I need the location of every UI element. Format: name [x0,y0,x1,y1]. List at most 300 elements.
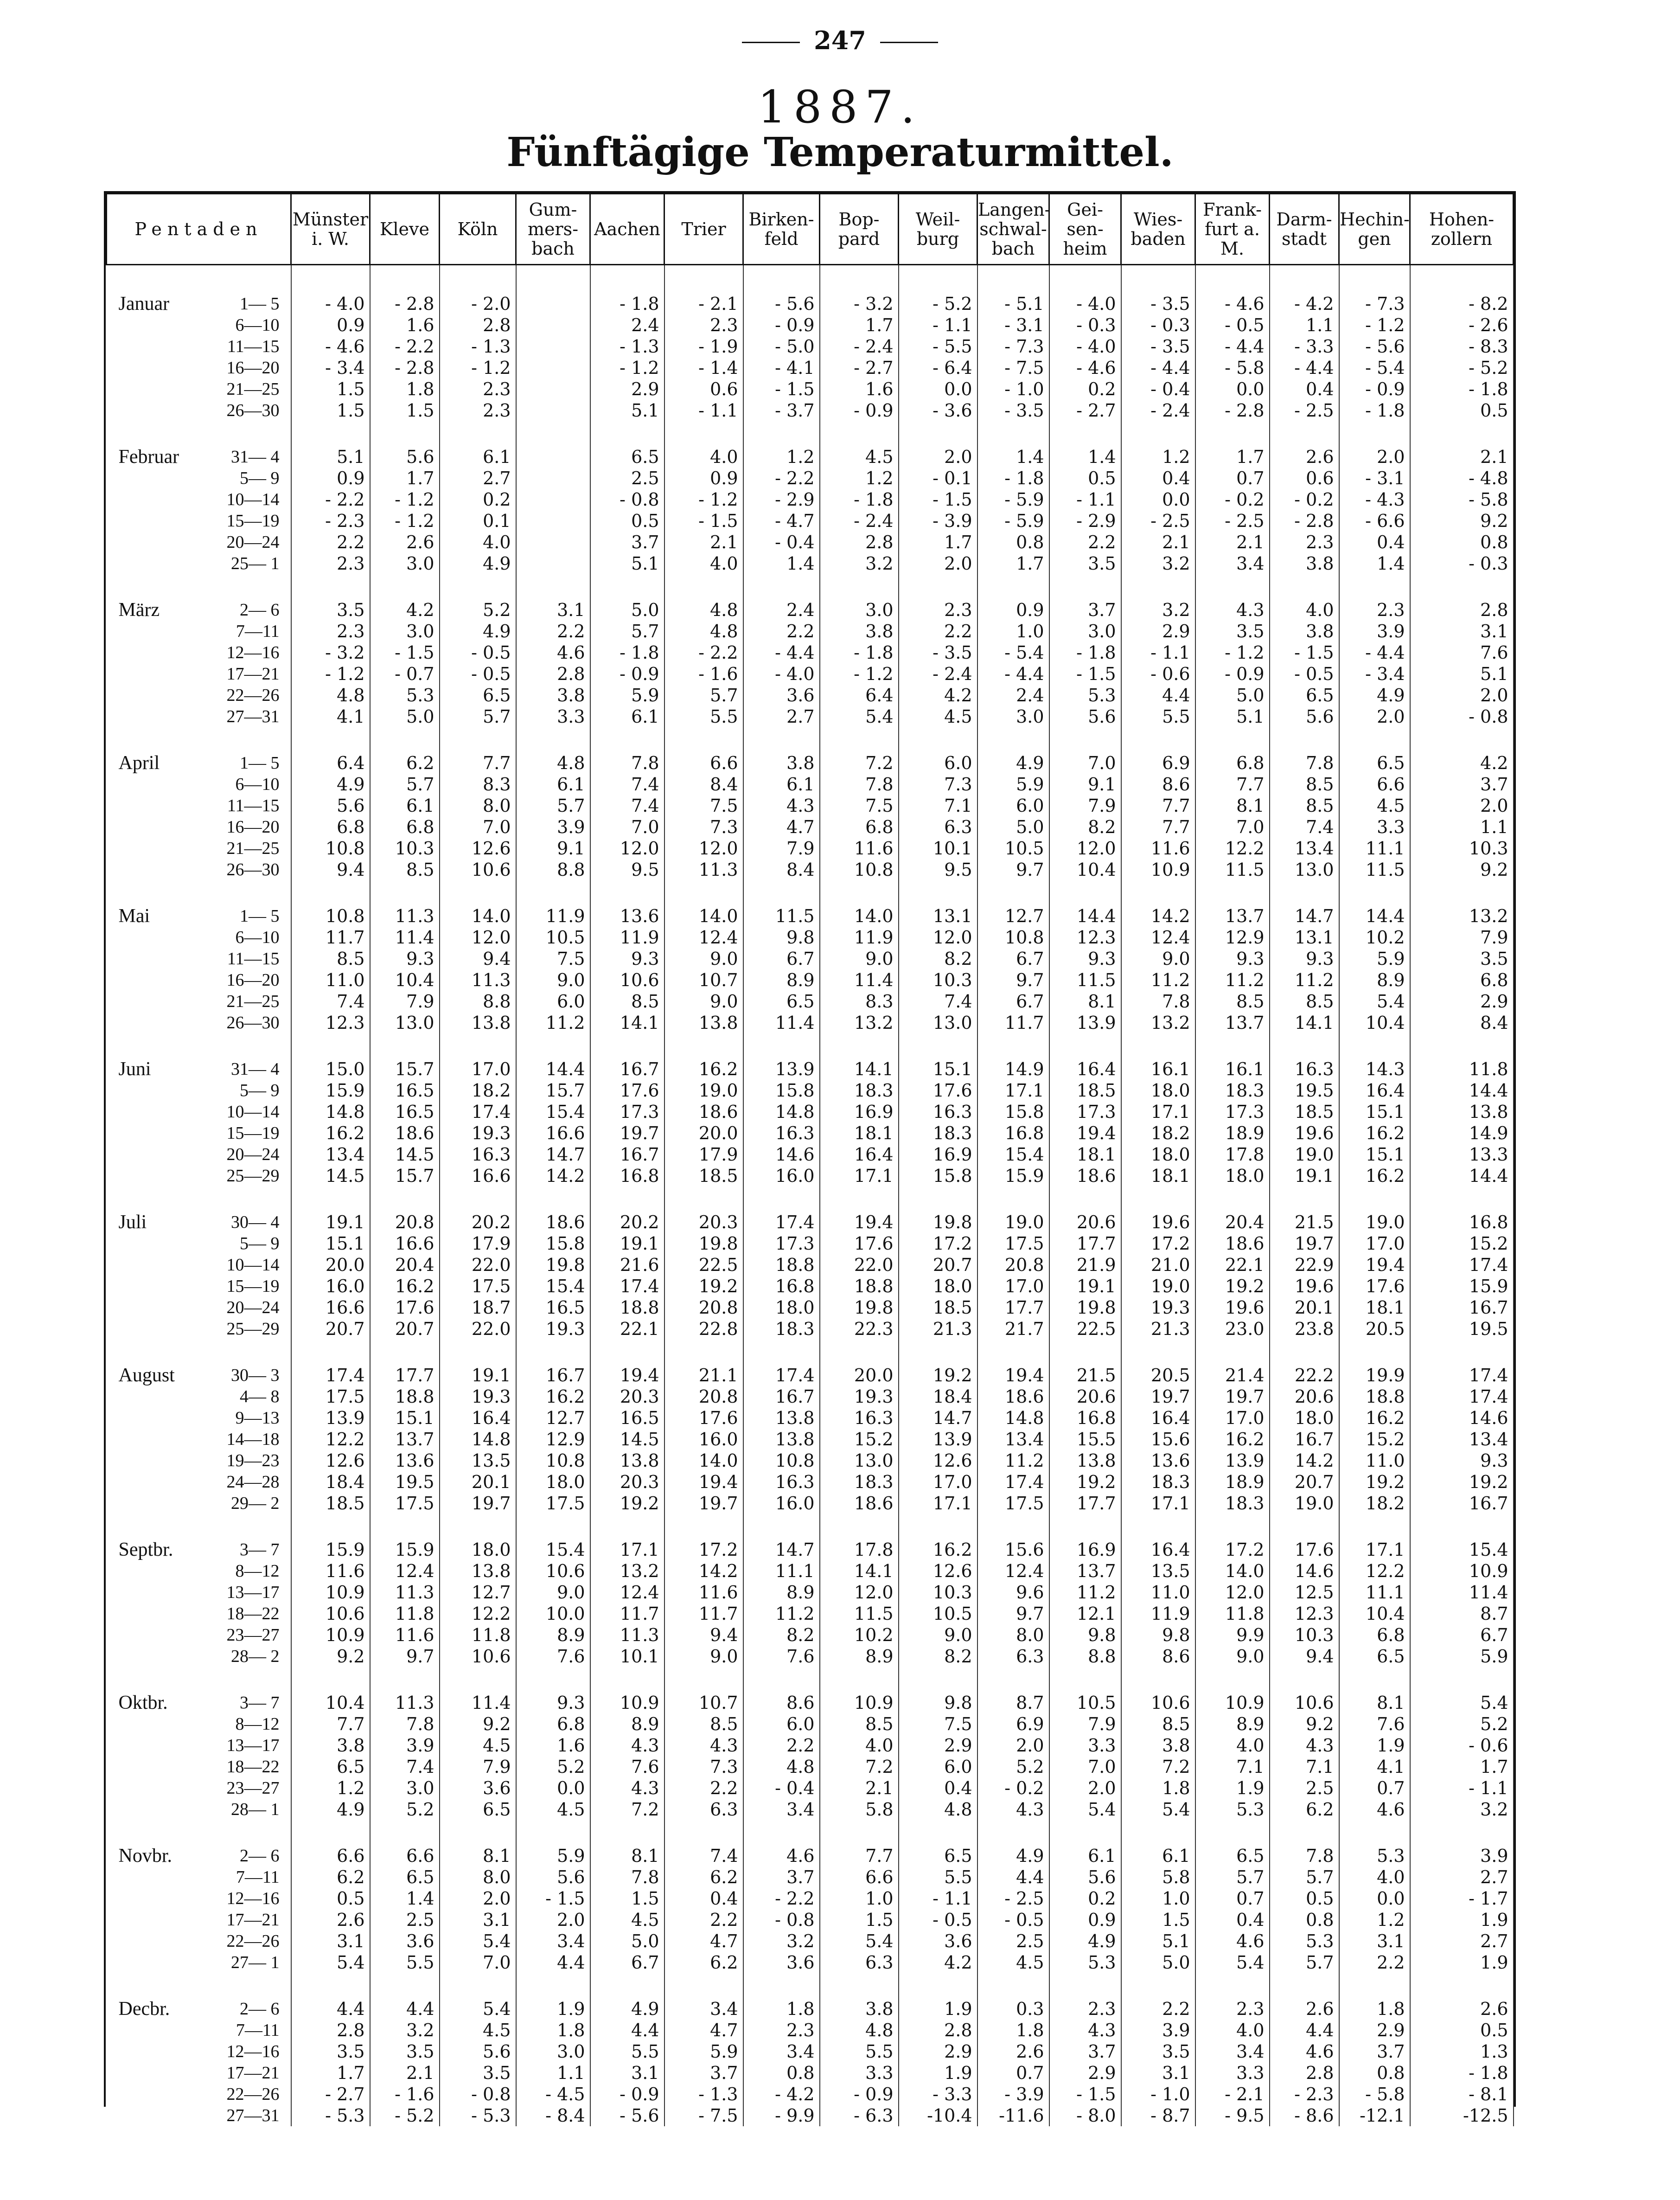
table-row [107,489,1514,510]
temperature-cell: 9.9 [1195,1624,1270,1646]
temperature-cell: 16.2 [516,1386,590,1407]
temperature-cell: 15.2 [820,1429,899,1450]
temperature-cell: 13.9 [899,1429,977,1450]
pentade-label: 4— 8 [209,1386,291,1407]
temperature-cell: - 0.9 [1339,378,1410,400]
temperature-cell: - 2.5 [1121,510,1195,532]
month-cell [107,1735,209,1756]
month-cell [107,1318,209,1340]
pentade-label: 11—15 [209,795,291,816]
temperature-cell: 8.1 [1339,1692,1410,1713]
pentade-label: 1— 5 [209,293,291,314]
pentade-label: 13—17 [209,1735,291,1756]
temperature-cell: 0.5 [1270,1888,1339,1909]
temperature-cell: 5.9 [516,1845,590,1866]
temperature-cell: 11.4 [1410,1582,1514,1603]
temperature-cell: 10.1 [899,838,977,859]
temperature-cell: 2.7 [743,706,820,727]
table-row [107,1471,1514,1493]
temperature-cell: - 1.2 [291,663,370,685]
temperature-cell: 5.5 [370,1952,440,1973]
temperature-cell: 17.7 [977,1297,1049,1318]
header-pentaden: Pentaden [107,193,291,265]
month-cell [107,621,209,642]
temperature-cell: 17.4 [1410,1386,1514,1407]
temperature-cell: 15.1 [1339,1144,1410,1165]
temperature-cell: 16.0 [664,1429,743,1450]
pentade-label: 15—19 [209,510,291,532]
temperature-cell: 4.7 [664,1931,743,1952]
temperature-cell: 14.2 [516,1165,590,1187]
temperature-cell: 3.6 [440,1777,516,1799]
temperature-cell: - 7.5 [664,2105,743,2126]
pentade-label: 28— 1 [209,1799,291,1820]
month-cell [107,532,209,553]
temperature-cell: 5.0 [977,816,1049,838]
temperature-cell: 1.0 [820,1888,899,1909]
temperature-cell: 9.2 [1410,859,1514,880]
temperature-cell: 18.0 [899,1276,977,1297]
temperature-cell: - 5.9 [977,489,1049,510]
temperature-cell: - 3.9 [977,2084,1049,2105]
temperature-cell: 21.7 [977,1318,1049,1340]
temperature-cell: 1.9 [899,2062,977,2084]
temperature-cell: 6.8 [291,816,370,838]
temperature-cell: 3.0 [977,706,1049,727]
temperature-cell: - 5.1 [977,293,1049,314]
temperature-cell: 19.2 [1049,1471,1121,1493]
temperature-cell: 1.0 [1121,1888,1195,1909]
temperature-cell: 1.5 [590,1888,664,1909]
pentade-label: 27—31 [209,2105,291,2126]
temperature-cell: 2.8 [899,2020,977,2041]
temperature-cell: 6.2 [1270,1799,1339,1820]
temperature-cell: - 0.2 [1195,489,1270,510]
temperature-cell: 18.0 [516,1471,590,1493]
month-cell [107,1233,209,1254]
temperature-cell: 1.7 [1410,1756,1514,1777]
temperature-cell: 18.6 [820,1493,899,1514]
month-cell [107,357,209,378]
temperature-cell: - 0.9 [820,400,899,421]
temperature-cell: - 3.2 [820,293,899,314]
temperature-cell: 13.8 [664,1012,743,1033]
temperature-cell: 8.7 [977,1692,1049,1713]
temperature-cell: 2.0 [440,1888,516,1909]
temperature-cell: 16.7 [1410,1493,1514,1514]
temperature-cell: 3.7 [1049,2041,1121,2062]
temperature-cell: 13.1 [1270,927,1339,948]
temperature-cell: - 0.6 [1410,1735,1514,1756]
temperature-cell: 4.3 [1195,599,1270,621]
temperature-cell: - 4.7 [743,510,820,532]
spacer-row [107,1973,1514,1998]
temperature-cell: 20.1 [1270,1297,1339,1318]
temperature-cell: 21.5 [1049,1365,1121,1386]
temperature-cell: 11.3 [370,905,440,927]
temperature-cell: 8.3 [820,991,899,1012]
temperature-cell: 4.9 [977,1845,1049,1866]
month-cell [107,468,209,489]
temperature-cell: 8.8 [1049,1646,1121,1667]
temperature-cell: 7.5 [516,948,590,969]
temperature-cell: 16.4 [1121,1407,1195,1429]
temperature-cell: 3.3 [820,2062,899,2084]
temperature-cell [516,510,590,532]
temperature-cell: 6.5 [590,446,664,468]
temperature-cell: 7.7 [1121,795,1195,816]
temperature-cell: 9.4 [664,1624,743,1646]
temperature-cell: - 2.2 [743,1888,820,1909]
table-row [107,663,1514,685]
temperature-cell: - 3.5 [1121,293,1195,314]
temperature-cell: 2.3 [1049,1998,1121,2020]
temperature-cell: 11.9 [1121,1603,1195,1624]
temperature-cell: - 2.8 [1270,510,1339,532]
temperature-cell: 3.1 [440,1909,516,1931]
temperature-cell: 1.5 [291,400,370,421]
header-station: Hechin-gen [1339,193,1410,265]
temperature-cell: 10.5 [1049,1692,1121,1713]
temperature-cell: - 2.4 [899,663,977,685]
month-label: Mai [118,905,150,927]
temperature-cell: - 0.8 [743,1909,820,1931]
temperature-cell: 10.2 [1339,927,1410,948]
table-row [107,706,1514,727]
rule-left [742,42,800,43]
month-label: Februar [118,446,179,468]
table-row [107,1058,1514,1080]
temperature-cell: 9.0 [516,969,590,991]
temperature-cell: 4.8 [743,1756,820,1777]
temperature-cell: 14.1 [1270,1012,1339,1033]
temperature-cell: 5.2 [440,599,516,621]
temperature-cell: 9.2 [291,1646,370,1667]
temperature-cell [516,468,590,489]
temperature-cell: 9.0 [820,948,899,969]
temperature-cell: 5.4 [291,1952,370,1973]
month-cell [107,1888,209,1909]
temperature-cell: - 1.8 [1049,642,1121,663]
temperature-cell: 14.8 [977,1407,1049,1429]
table-row [107,795,1514,816]
temperature-cell: - 4.4 [743,642,820,663]
temperature-cell: 0.8 [1339,2062,1410,2084]
temperature-cell: - 2.8 [370,357,440,378]
temperature-cell: 4.9 [440,553,516,574]
temperature-cell: 13.9 [743,1058,820,1080]
temperature-cell: 18.8 [820,1276,899,1297]
pentade-label: 26—30 [209,1012,291,1033]
temperature-cell: 12.4 [664,927,743,948]
temperature-cell: 13.8 [590,1450,664,1471]
temperature-cell: 16.4 [440,1407,516,1429]
temperature-cell: 3.0 [820,599,899,621]
temperature-cell: 20.5 [1339,1318,1410,1340]
temperature-cell: - 1.5 [743,378,820,400]
temperature-cell: 10.9 [291,1624,370,1646]
pentade-label: 20—24 [209,1297,291,1318]
temperature-cell: - 1.6 [664,663,743,685]
table-row [107,400,1514,421]
temperature-cell: 18.9 [1195,1471,1270,1493]
table-row [107,1407,1514,1429]
temperature-cell: 9.7 [977,859,1049,880]
temperature-cell: 8.4 [743,859,820,880]
temperature-cell: 12.9 [516,1429,590,1450]
temperature-cell: 18.6 [1049,1165,1121,1187]
pentade-label: 21—25 [209,991,291,1012]
temperature-cell: - 1.3 [590,336,664,357]
temperature-cell: 9.5 [590,859,664,880]
temperature-cell: - 0.1 [899,468,977,489]
pentade-label: 25— 1 [209,553,291,574]
temperature-cell: 15.2 [1410,1233,1514,1254]
table-row [107,532,1514,553]
temperature-cell: - 1.0 [1121,2084,1195,2105]
temperature-cell: 8.6 [1121,1646,1195,1667]
temperature-cell: 20.0 [291,1254,370,1276]
temperature-cell: - 4.1 [743,357,820,378]
temperature-cell: 5.9 [1339,948,1410,969]
temperature-cell: 19.2 [1410,1471,1514,1493]
temperature-cell: 22.1 [1195,1254,1270,1276]
temperature-cell: 5.4 [440,1998,516,2020]
temperature-cell: - 0.9 [590,663,664,685]
temperature-cell: 14.5 [370,1144,440,1165]
temperature-cell: 10.5 [977,838,1049,859]
temperature-cell: 7.0 [440,1952,516,1973]
temperature-cell: 13.9 [1195,1450,1270,1471]
temperature-cell: 18.6 [516,1212,590,1233]
temperature-cell: 20.3 [590,1386,664,1407]
pentade-label: 14—18 [209,1429,291,1450]
temperature-cell: - 7.3 [977,336,1049,357]
table-row [107,991,1514,1012]
temperature-cell: - 0.6 [1121,663,1195,685]
pentade-label: 31— 4 [209,1058,291,1080]
temperature-cell: 18.5 [291,1493,370,1514]
temperature-cell: 3.8 [820,621,899,642]
temperature-cell: 4.3 [664,1735,743,1756]
temperature-cell: 16.3 [440,1144,516,1165]
pentade-label: 2— 6 [209,599,291,621]
temperature-cell: 19.5 [1270,1080,1339,1101]
temperature-cell: 9.0 [664,948,743,969]
table-row [107,1713,1514,1735]
year-heading: 1887. [758,81,922,133]
temperature-cell: 21.6 [590,1254,664,1276]
temperature-cell: 6.2 [664,1952,743,1973]
temperature-cell: 14.9 [1410,1122,1514,1144]
temperature-cell: 7.3 [664,1756,743,1777]
pentade-label: 22—26 [209,2084,291,2105]
temperature-cell: - 0.4 [743,532,820,553]
temperature-cell: 9.0 [664,1646,743,1667]
temperature-cell: 17.3 [590,1101,664,1122]
temperature-cell: 7.8 [1121,991,1195,1012]
temperature-cell: 11.3 [664,859,743,880]
temperature-cell: - 1.0 [977,378,1049,400]
temperature-cell: 4.0 [1339,1866,1410,1888]
table-row [107,752,1514,774]
temperature-cell: 8.5 [1270,991,1339,1012]
temperature-cell: 20.7 [291,1318,370,1340]
temperature-cell: 8.2 [743,1624,820,1646]
temperature-cell: 8.5 [820,1713,899,1735]
temperature-cell: 7.8 [1270,752,1339,774]
month-cell [107,1012,209,1033]
temperature-cell: 10.6 [590,969,664,991]
temperature-cell: - 3.7 [743,400,820,421]
temperature-cell: 18.6 [370,1122,440,1144]
temperature-cell: 7.4 [370,1756,440,1777]
temperature-cell: 13.3 [1410,1144,1514,1165]
temperature-cell: - 1.2 [664,489,743,510]
temperature-cell: 3.4 [664,1998,743,2020]
temperature-cell: 2.9 [590,378,664,400]
temperature-cell: - 4.3 [1339,489,1410,510]
temperature-cell: - 2.4 [820,336,899,357]
pentade-label: 17—21 [209,663,291,685]
temperature-cell: 20.0 [820,1365,899,1386]
temperature-cell: - 0.9 [590,2084,664,2105]
temperature-cell: - 4.4 [1121,357,1195,378]
temperature-cell: 18.8 [370,1386,440,1407]
temperature-cell: 4.4 [291,1998,370,2020]
temperature-cell: 15.0 [291,1058,370,1080]
temperature-cell: 9.5 [899,859,977,880]
temperature-cell: 15.9 [291,1539,370,1560]
temperature-cell: 14.2 [1121,905,1195,927]
table-row [107,1122,1514,1144]
temperature-cell: 16.2 [1339,1122,1410,1144]
temperature-cell: 8.9 [516,1624,590,1646]
table-row [107,1212,1514,1233]
temperature-cell: 8.2 [1049,816,1121,838]
temperature-cell: 0.5 [1410,400,1514,421]
pentade-label: 16—20 [209,816,291,838]
temperature-cell: - 8.3 [1410,336,1514,357]
temperature-cell: 2.2 [743,1735,820,1756]
pentade-label: 9—13 [209,1407,291,1429]
temperature-cell: 14.7 [1270,905,1339,927]
temperature-cell: 4.6 [1195,1931,1270,1952]
temperature-cell: - 5.0 [743,336,820,357]
temperature-cell [516,378,590,400]
temperature-cell: 21.9 [1049,1254,1121,1276]
temperature-cell: 6.5 [1339,1646,1410,1667]
temperature-cell: 17.5 [977,1493,1049,1514]
temperature-cell: 9.6 [977,1582,1049,1603]
temperature-cell: 18.5 [1270,1101,1339,1122]
temperature-cell: 14.0 [440,905,516,927]
temperature-cell: 14.2 [664,1560,743,1582]
temperature-cell: 15.5 [1049,1429,1121,1450]
temperature-cell: 6.9 [977,1713,1049,1735]
temperature-cell: 4.5 [516,1799,590,1820]
temperature-cell: 16.9 [820,1101,899,1122]
temperature-cell: 1.8 [516,2020,590,2041]
temperature-cell: 7.7 [1121,816,1195,838]
temperature-cell: 22.3 [820,1318,899,1340]
temperature-cell: 18.3 [820,1080,899,1101]
temperature-cell: 20.5 [1121,1365,1195,1386]
temperature-cell: 0.9 [977,599,1049,621]
temperature-cell: 1.8 [1121,1777,1195,1799]
temperature-cell: 2.1 [1195,532,1270,553]
temperature-cell: 10.6 [1270,1692,1339,1713]
temperature-cell: 16.7 [590,1144,664,1165]
temperature-cell: - 1.7 [1410,1888,1514,1909]
pentade-label: 19—23 [209,1450,291,1471]
temperature-cell: 13.7 [1049,1560,1121,1582]
temperature-cell: 4.3 [590,1777,664,1799]
temperature-cell: 9.3 [1270,948,1339,969]
temperature-cell: 13.9 [291,1407,370,1429]
temperature-cell: 22.5 [664,1254,743,1276]
pentade-label: 27—31 [209,706,291,727]
temperature-cell: 13.6 [590,905,664,927]
temperature-cell: 3.5 [1195,621,1270,642]
temperature-cell: 10.6 [291,1603,370,1624]
pentade-label: 27— 1 [209,1952,291,1973]
temperature-cell: 1.1 [1270,314,1339,336]
temperature-cell: 4.6 [743,1845,820,1866]
temperature-cell: 14.7 [743,1539,820,1560]
temperature-cell: - 3.5 [899,642,977,663]
temperature-cell: 5.0 [590,1931,664,1952]
temperature-cell: 17.8 [820,1539,899,1560]
month-cell [107,2062,209,2084]
temperature-cell: 17.0 [977,1276,1049,1297]
temperature-cell: 22.0 [440,1254,516,1276]
temperature-cell: 1.5 [1121,1909,1195,1931]
temperature-cell: - 6.6 [1339,510,1410,532]
temperature-cell: - 2.7 [291,2084,370,2105]
temperature-cell: 16.3 [899,1101,977,1122]
temperature-cell: 6.0 [977,795,1049,816]
temperature-cell: 7.9 [440,1756,516,1777]
temperature-cell: 19.4 [1339,1254,1410,1276]
temperature-cell: 11.2 [1121,969,1195,991]
table-row [107,621,1514,642]
temperature-cell: 10.3 [899,1582,977,1603]
temperature-cell: 19.7 [1270,1233,1339,1254]
temperature-cell: 19.1 [291,1212,370,1233]
temperature-cell: - 1.2 [820,663,899,685]
temperature-cell: - 0.2 [977,1777,1049,1799]
temperature-cell: 16.7 [516,1365,590,1386]
temperature-cell: 6.0 [899,1756,977,1777]
temperature-cell: - 5.2 [899,293,977,314]
table-row [107,1276,1514,1297]
temperature-cell: 4.5 [820,446,899,468]
month-cell [107,2041,209,2062]
temperature-cell: 15.1 [291,1233,370,1254]
temperature-cell: 5.8 [820,1799,899,1820]
temperature-cell: 12.2 [291,1429,370,1450]
temperature-cell: 17.5 [516,1493,590,1514]
temperature-cell: 17.2 [664,1539,743,1560]
temperature-cell: 7.8 [590,752,664,774]
temperature-cell: 3.8 [743,752,820,774]
temperature-cell: 9.3 [590,948,664,969]
table-row [107,1233,1514,1254]
temperature-cell: 11.2 [1270,969,1339,991]
temperature-cell: 6.1 [440,446,516,468]
temperature-cell: 4.3 [977,1799,1049,1820]
